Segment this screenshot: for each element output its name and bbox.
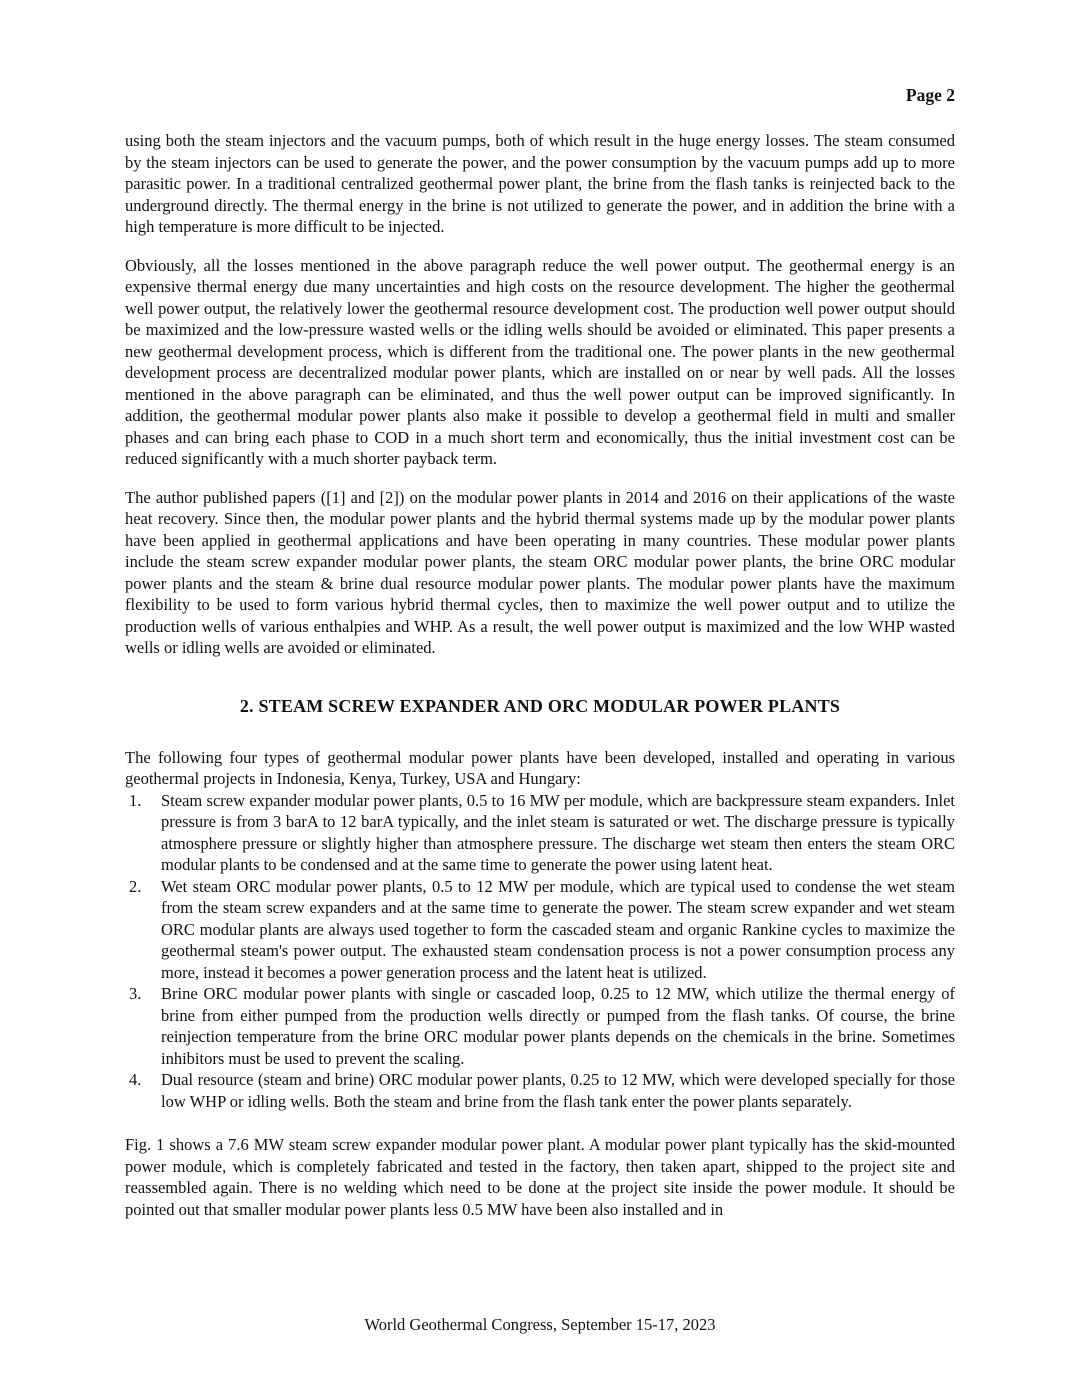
footer-conference-line: World Geothermal Congress, September 15-17, 2023 <box>364 1315 716 1334</box>
list-item-number: 1. <box>129 790 142 810</box>
list-item-text: Dual resource (steam and brine) ORC modular power plants, 0.25 to 12 MW, which were developed specially for those low WHP or idling wells. Both the steam and brine from the flash tank enter the power plants separately. <box>161 1070 955 1111</box>
paragraph-author-papers: The author published papers ([1] and [2]) on the modular power plants in 2014 and 2016 on their applications of the waste heat recovery. Since then, the modular power plants and the hybrid thermal systems made up by the modular power plants have been applied in geothermal applications and have been operating in many countries. These modular power plants include the steam screw expander modular power plants, the steam ORC modular power plants, the brine ORC modular power plants and the steam & brine dual resource modular power plants. The modular power plants have the maximum flexibility to be used to form various hybrid thermal cycles, then to maximize the well power output and to utilize the production wells of various enthalpies and WHP. As a result, the well power output is maximized and the low WHP wasted wells or idling wells are avoided or eliminated. <box>125 487 955 657</box>
section-intro: The following four types of geothermal modular power plants have been developed, installed and operating in various geothermal projects in Indonesia, Kenya, Turkey, USA and Hungary: <box>125 747 955 788</box>
list-item-text: Steam screw expander modular power plants, 0.5 to 16 MW per module, which are backpressure steam expanders. Inlet pressure is from 3 barA to 12 barA typically, and the inlet steam is saturated or wet. The discharge pressure is typically atmosphere pressure or slightly higher than atmosphere pressure. The discharge wet steam then enters the steam ORC modular plants to be condensed and at the same time to generate the power using latent heat. <box>161 790 955 874</box>
paragraph-losses-development: Obviously, all the losses mentioned in the above paragraph reduce the well power output. The geothermal energy is an expensive thermal energy due many uncertainties and high costs on the resource development. The higher the geothermal well power output, the relatively lower the geothermal resource development cost. The production well power output should be maximized and the low-pressure wasted wells or the idling wells should be avoided or eliminated. This paper presents a new geothermal development process, which is different from the traditional one. The power plants in the new geothermal development process are decentralized modular power plants, which are installed on or near by well pads. All the losses mentioned in the above paragraph can be eliminated, and thus the well power output can be improved significantly. In addition, the geothermal modular power plants also make it possible to develop a geothermal field in multi and smaller phases and can bring each phase to COD in a much short term and economically, thus the initial investment cost can be reduced significantly with a much shorter payback term. <box>125 255 955 468</box>
page-number: Page 2 <box>905 85 955 105</box>
section-heading: 2. STEAM SCREW EXPANDER AND ORC MODULAR POWER PLANTS <box>239 695 841 716</box>
list-item <box>125 876 955 984</box>
list-item-number: 2. <box>129 876 142 896</box>
list-item-text: Brine ORC modular power plants with single or cascaded loop, 0.25 to 12 MW, which utilize the thermal energy of brine from either pumped from the production wells directly or pumped from the flash tanks. Of course, the brine reinjection temperature from the brine ORC modular power plants depends on the chemicals in the brine. Sometimes inhibitors must be used to prevent the scaling. <box>161 984 955 1068</box>
paragraph-fig1-description: Fig. 1 shows a 7.6 MW steam screw expander modular power plant. A modular power plant typically has the skid-mounted power module, which is completely fabricated and tested in the factory, then taken apart, shipped to the project site and reassembled again. There is no welding which need to be done at the project site inside the power module. It should be pointed out that smaller modular power plants less 0.5 MW have been also installed and in <box>125 1135 955 1219</box>
paragraph-steam-injectors: using both the steam injectors and the vacuum pumps, both of which result in the huge energy losses. The steam consumed by the steam injectors can be used to generate the power, and the power consumption by the vacuum pumps add up to more parasitic power. In a traditional centralized geothermal power plant, the brine from the flash tanks is reinjected back to the underground directly. The thermal energy in the brine is not utilized to generate the power, and in addition the brine with a high temperature is more difficult to be injected. <box>125 131 955 236</box>
list-item <box>125 1069 955 1112</box>
page-content <box>125 84 955 1220</box>
list-item-number: 3. <box>129 984 142 1003</box>
list-item-text: Wet steam ORC modular power plants, 0.5 to 12 MW per module, which are typical used to condense the wet steam from the steam screw expanders and at the same time to generate the power. The steam screw expander and wet steam ORC modular plants are always used together to form the cascaded steam and organic Rankine cycles to maximize the geothermal steam's power output. The exhausted steam condensation process is not a power consumption process any more, instead it becomes a power generation process and the latent heat is utilized. <box>161 876 955 982</box>
modular-plant-type-list <box>125 790 955 1113</box>
list-item <box>125 983 955 1069</box>
list-item-number: 4. <box>129 1070 142 1089</box>
list-item <box>125 790 955 876</box>
